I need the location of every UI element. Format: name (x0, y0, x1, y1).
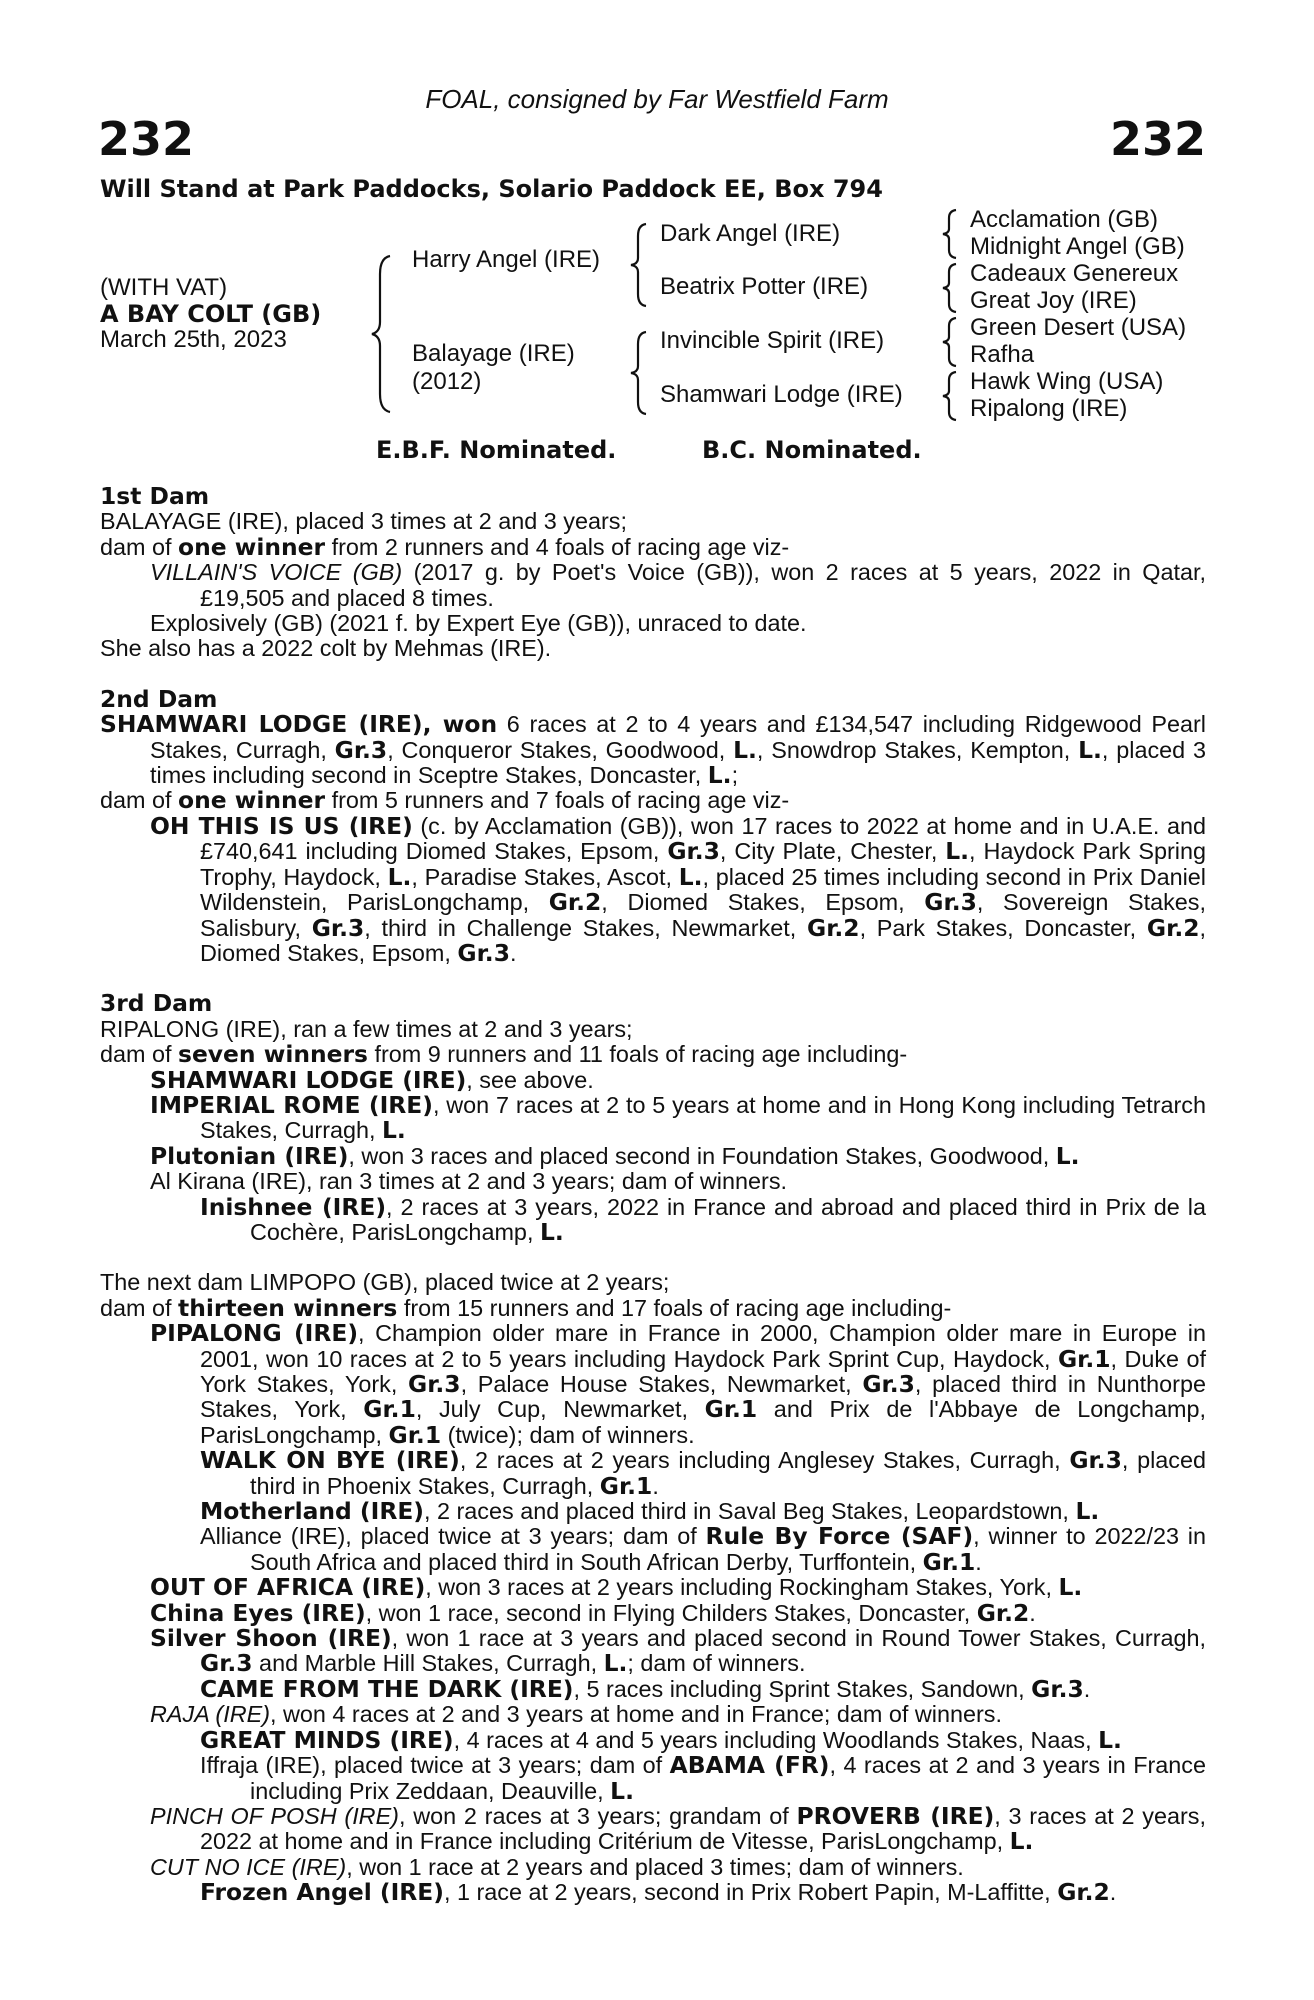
lot-number-right: 232 (1109, 112, 1206, 166)
vat-note: (WITH VAT) (100, 274, 228, 301)
next-dam-line: The next dam LIMPOPO (GB), placed twice at 2 years; (100, 1269, 670, 1296)
second-dam-foal-1: OH THIS IS US (IRE) (c. by Acclamation (GB)), won 17 races to 2022 at home and in U.A.E. and £740,641 including Diomed Stakes, Epsom, Gr.3, City Plate, Chester, L., Haydock Park Spring Trophy, Haydock, L., Paradise Stakes, Ascot, L., placed 25 times including second in Prix Daniel Wildenstein, ParisLongchamp, Gr.2, Diomed Stakes, Epsom, Gr.3, Sovereign Stakes, Salisbury, Gr.3, third in Challenge Stakes, Newmarket, Gr.2, Park Stakes, Doncaster, Gr.2, Diomed Stakes, Epsom, Gr.3. (150, 811, 1206, 967)
second-dam-heading: 2nd Dam (100, 684, 218, 713)
ebf-nomination: E.B.F. Nominated. (376, 436, 617, 464)
gg-2: Midnight Angel (GB) (970, 233, 1185, 260)
first-dam-foal-1: VILLAIN'S VOICE (GB) (2017 g. by Poet's Voice (GB)), won 2 races at 5 years, 2022 in Qatar, £19,505 and placed 8 times. (150, 559, 1206, 611)
first-dam-heading: 1st Dam (100, 482, 210, 510)
next-dam-grandfoal-frozen-angel: Frozen Angel (IRE), 1 race at 2 years, second in Prix Robert Papin, M-Laffitte, Gr.2. (200, 1878, 1117, 1907)
third-dam-produce-line: dam of seven winners from 9 runners and 11 foals of racing age including- (100, 1040, 908, 1069)
next-dam-foal-china-eyes: China Eyes (IRE), won 1 race, second in Flying Childers Stakes, Doncaster, Gr.2. (150, 1598, 1036, 1627)
next-dam-grandfoal-great-minds: GREAT MINDS (IRE), 4 races at 4 and 5 years including Woodlands Stakes, Naas, L. (200, 1725, 1122, 1754)
lot-number-left: 232 (98, 112, 195, 166)
bc-nomination: B.C. Nominated. (702, 436, 922, 464)
pedigree-brace-g1 (940, 208, 960, 260)
first-dam-also: She also has a 2022 colt by Mehmas (IRE). (100, 635, 552, 662)
pedigree-brace-g2 (940, 262, 960, 314)
next-dam-foal-silver-shoon: Silver Shoon (IRE), won 1 race at 3 years and placed second in Round Tower Stakes, Curragh, Gr.3 and Marble Hill Stakes, Curragh, L.; dam of winners. (150, 1624, 1207, 1678)
next-dam-grandfoal-iffraja: Iffraja (IRE), placed twice at 3 years; dam of ABAMA (FR), 4 races at 2 and 3 years in France including Prix Zeddaan, Deauville, L. (200, 1751, 1207, 1805)
dam-year: (2012) (412, 368, 482, 395)
gg-8: Ripalong (IRE) (970, 395, 1128, 422)
gg-7: Hawk Wing (USA) (970, 368, 1164, 395)
consignment-line: FOAL, consigned by Far Westfield Farm (425, 84, 889, 114)
stand-location: Will Stand at Park Paddocks, Solario Paddock EE, Box 794 (100, 175, 883, 203)
catalogue-body (100, 484, 1206, 1906)
gg-4: Great Joy (IRE) (970, 287, 1137, 314)
pedigree-brace-g4 (940, 370, 960, 422)
next-dam-foal-cut-no-ice: CUT NO ICE (IRE), won 1 race at 2 years and placed 3 times; dam of winners. (150, 1853, 964, 1880)
dam: Balayage (IRE) (412, 340, 575, 367)
pedigree-brace-sire (628, 222, 650, 308)
first-dam-line: BALAYAGE (IRE), placed 3 times at 2 and 3 years; (100, 508, 627, 535)
third-dam-grandfoal-1: Inishnee (IRE), 2 races at 3 years, 2022 in France and abroad and placed third in Prix de la Cochère, ParisLongchamp, L. (200, 1192, 1206, 1246)
pedigree-brace-main (368, 254, 394, 414)
third-dam-foal-4: Al Kirana (IRE), ran 3 times at 2 and 3 years; dam of winners. (150, 1168, 788, 1195)
third-dam-foal-3: Plutonian (IRE), won 3 races and placed second in Foundation Stakes, Goodwood, L. (150, 1141, 1080, 1170)
dam-sire: Invincible Spirit (IRE) (660, 327, 885, 354)
third-dam-heading: 3rd Dam (100, 989, 213, 1018)
first-dam-produce-line: dam of one winner from 2 runners and 4 foals of racing age viz- (100, 532, 790, 561)
next-dam-produce-line: dam of thirteen winners from 15 runners and 17 foals of racing age including- (100, 1293, 952, 1322)
dam-dam: Shamwari Lodge (IRE) (660, 381, 903, 408)
foaling-date: March 25th, 2023 (100, 326, 287, 353)
lot-name: A BAY COLT (GB) (100, 300, 322, 328)
pedigree-brace-g3 (940, 316, 960, 368)
third-dam-foal-2: IMPERIAL ROME (IRE), won 7 races at 2 to 5 years at home and in Hong Kong including Tetrarch Stakes, Curragh, L. (150, 1090, 1206, 1145)
gg-3: Cadeaux Genereux (970, 260, 1179, 287)
pedigree-brace-dam (628, 330, 650, 416)
next-dam-foal-pinch-of-posh: PINCH OF POSH (IRE), won 2 races at 3 years; grandam of PROVERB (IRE), 3 races at 2 years, 2022 at home and in France including Critérium de Vitesse, ParisLongchamp, L. (150, 1801, 1206, 1856)
next-dam-foal-pipalong: PIPALONG (IRE), Champion older mare in France in 2000, Champion older mare in Europe in 2001, won 10 races at 2 to 5 years including Haydock Park Sprint Cup, Haydock, Gr.1, Duke of York Stakes, York, Gr.3, Palace House Stakes, Newmarket, Gr.3, placed third in Nunthorpe Stakes, York, Gr.1, July Cup, Newmarket, Gr.1 and Prix de l'Abbaye de Longchamp, ParisLongchamp, Gr.1 (twice); dam of winners. (150, 1319, 1207, 1449)
next-dam-grandfoal-alliance: Alliance (IRE), placed twice at 3 years; dam of Rule By Force (SAF), winner to 2022/23 in South Africa and placed third in South African Derby, Turffontein, Gr.1. (200, 1522, 1206, 1576)
next-dam-foal-raja: RAJA (IRE), won 4 races at 2 and 3 years at home and in France; dam of winners. (150, 1701, 1002, 1728)
gg-5: Green Desert (USA) (970, 314, 1187, 341)
next-dam-grandfoal-walk-on-bye: WALK ON BYE (IRE), 2 races at 2 years including Anglesey Stakes, Curragh, Gr.3, placed third in Phoenix Stakes, Curragh, Gr.1. (200, 1446, 1206, 1500)
next-dam-grandfoal-motherland: Motherland (IRE), 2 races and placed third in Saval Beg Stakes, Leopardstown, L. (200, 1497, 1100, 1526)
third-dam-line: RIPALONG (IRE), ran a few times at 2 and 3 years; (100, 1015, 633, 1042)
gg-6: Rafha (970, 341, 1035, 368)
third-dam-foal-1: SHAMWARI LODGE (IRE), see above. (150, 1065, 594, 1094)
gg-1: Acclamation (GB) (970, 206, 1159, 233)
next-dam-foal-out-of-africa: OUT OF AFRICA (IRE), won 3 races at 2 years including Rockingham Stakes, York, L. (150, 1573, 1083, 1602)
sire: Harry Angel (IRE) (412, 246, 601, 273)
sire-sire: Dark Angel (IRE) (660, 220, 841, 247)
first-dam-foal-2: Explosively (GB) (2021 f. by Expert Eye (GB)), unraced to date. (150, 610, 807, 637)
second-dam-entry: SHAMWARI LODGE (IRE), won 6 races at 2 to 4 years and £134,547 including Ridgewood Pearl Stakes, Curragh, Gr.3, Conqueror Stakes, Goodwood, L., Snowdrop Stakes, Kempton, L., placed 3 times including second in Sceptre Stakes, Doncaster, L.; (100, 710, 1206, 790)
sire-dam: Beatrix Potter (IRE) (660, 273, 869, 300)
second-dam-produce-line: dam of one winner from 5 runners and 7 foals of racing age viz- (100, 786, 790, 815)
next-dam-grandfoal-came-from-the-dark: CAME FROM THE DARK (IRE), 5 races including Sprint Stakes, Sandown, Gr.3. (200, 1674, 1091, 1703)
